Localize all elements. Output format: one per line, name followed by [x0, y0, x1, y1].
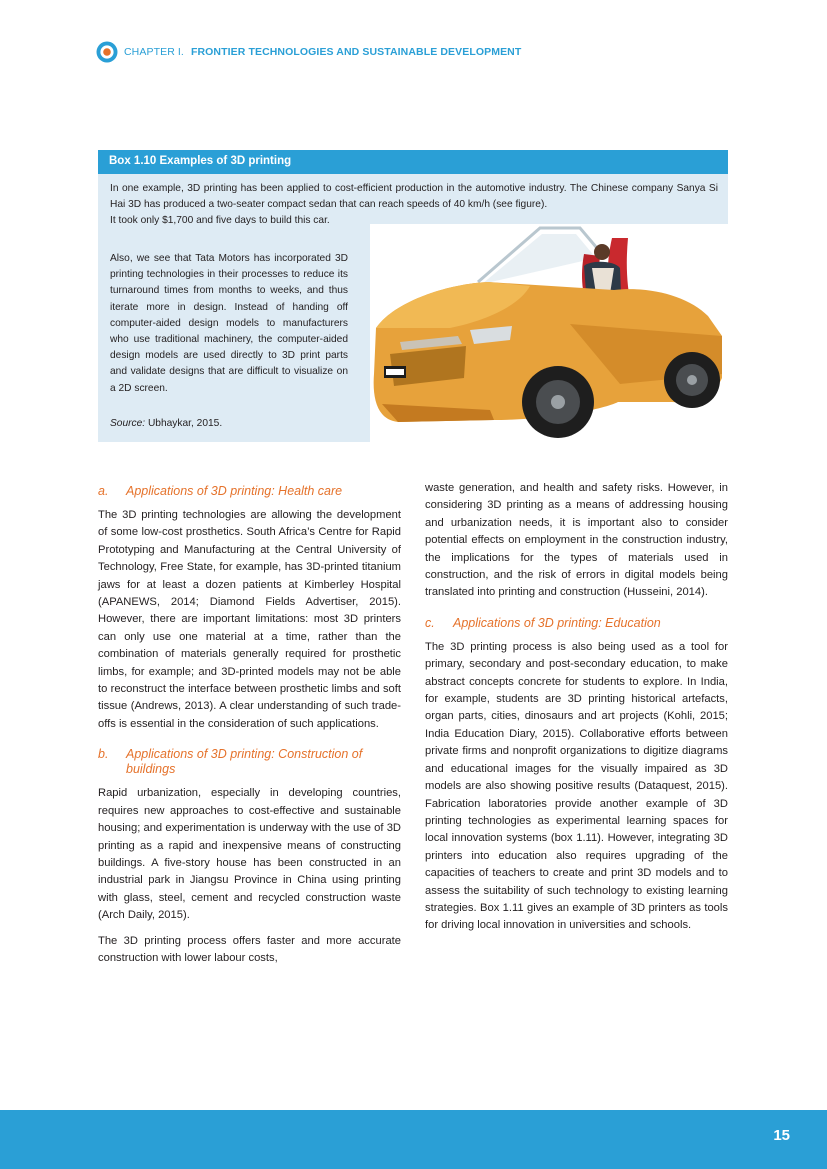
- running-header: [96, 41, 521, 63]
- box-tata-motors-paragraph: Also, we see that Tata Motors has incorporated 3D printing technologies in their processes to reduce its turnaround times from months to weeks, and thus iterate more in design. Instead of handing off computer-aided design models to manufacturers who use traditional machinery, the computer-aided design models are used directly to 3D print parts and validate designs that are difficult to visualize on a 2D screen.: [110, 253, 348, 394]
- section-title: Applications of 3D printing: Health care: [126, 484, 343, 498]
- paragraph-continued: waste generation, and health and safety risks. However, in considering 3D printing as a means of addressing housing and urbanization needs, it is important also to consider potential effects on employment in the construction industry, the implications for the types of materials used in construction, and the risk of errors in digital models being translated into printing and construction (Husseini, 2014).: [425, 482, 728, 599]
- box-title-bar: [98, 150, 728, 174]
- section-heading-education: [425, 616, 728, 631]
- chapter-heading: [124, 46, 521, 58]
- paragraph: The 3D printing technologies are allowing the development of some low-cost prosthetics. South Africa’s Centre for Rapid Prototyping and Manufacturing at the Central University of Technology, Free State, for example, has 3D-printed titanium jaws for at least a dozen patients at Kimberley Hospital (APANEWS, 2014; Diamond Fields Advertiser, 2015). However, there are important limitations: most 3D printers can only use one material at a time, rather than the combination of materials generally required for prosthetic limbs, for example; and 3D-printed models may not be able to reconstruct the interface between prosthetic limbs and soft tissue (Andrews, 2013). A clear understanding of such trade-offs is essential in the consideration of such applications.: [98, 509, 401, 730]
- section-letter: c.: [425, 615, 435, 630]
- right-column: [425, 480, 728, 943]
- source-citation: Ubhaykar, 2015.: [147, 418, 223, 429]
- box-title: Box 1.10 Examples of 3D printing: [109, 155, 292, 167]
- box-examples-3d-printing: [98, 150, 728, 442]
- section-title: Applications of 3D printing: Education: [453, 615, 661, 630]
- source-label: Source:: [110, 418, 146, 429]
- target-icon: [96, 41, 118, 63]
- page-number: 15: [773, 1127, 790, 1144]
- paragraph: Rapid urbanization, especially in developing countries, requires new approaches to cost-effective and sustainable housing; and experimentation is underway with the use of 3D printing as a rapid and inexpensive means of constructing buildings. A five-story house has been constructed in an industrial park in Jiangsu Province in China using printing with glass, steel, cement and recycled construction waste (Arch Daily, 2015).: [98, 787, 401, 922]
- 3d-printed-car-figure: [370, 224, 728, 442]
- section-letter: b.: [98, 747, 109, 762]
- section-heading-health-care: [98, 484, 401, 499]
- chapter-label: CHAPTER I.: [124, 46, 184, 58]
- paragraph: The 3D printing process is also being used as a tool for primary, secondary and post-secondary education, to make abstract concepts concrete for students to explore. In India, for example, students are 3D printing historical artefacts, organ parts, cities, dinosaurs and art projects (Kohli, 2015; India Education Diary, 2015). Collaborative efforts between private firms and nonprofit organizations to digitize diagrams and educational images for the visually impaired as 3D models are also showing positive results (Dataquest, 2015). Fabrication laboratories provide another example of 3D printing technologies as experimental learning spaces for local innovation systems (box 1.11). However, integrating 3D printers into education also requires upgrading of the capacities of teachers to create and print 3D models and to assess the suitability of such technology to existing learning strategies. Box 1.11 gives an example of 3D printers as tools for driving local innovation in universities and schools.: [425, 640, 728, 932]
- section-heading-construction: [98, 747, 401, 777]
- paragraph: The 3D printing process offers faster and more accurate construction with lower labour costs,: [98, 934, 401, 964]
- chapter-title: FRONTIER TECHNOLOGIES AND SUSTAINABLE DEVELOPMENT: [190, 46, 522, 58]
- page-footer: [0, 1110, 827, 1169]
- box-intro-text: In one example, 3D printing has been applied to cost-efficient production in the automotive industry. The Chinese company Sanya Si Hai 3D has produced a two-seater compact sedan that can reach speeds of 40 km/h (see figure).: [110, 183, 718, 211]
- section-letter: a.: [98, 484, 109, 498]
- section-title: Applications of 3D printing: Construction of buildings: [126, 747, 363, 777]
- box-intro-tail-text: It took only $1,700 and five days to build this car.: [110, 215, 330, 226]
- left-column: [98, 480, 401, 975]
- box-source: [110, 418, 222, 429]
